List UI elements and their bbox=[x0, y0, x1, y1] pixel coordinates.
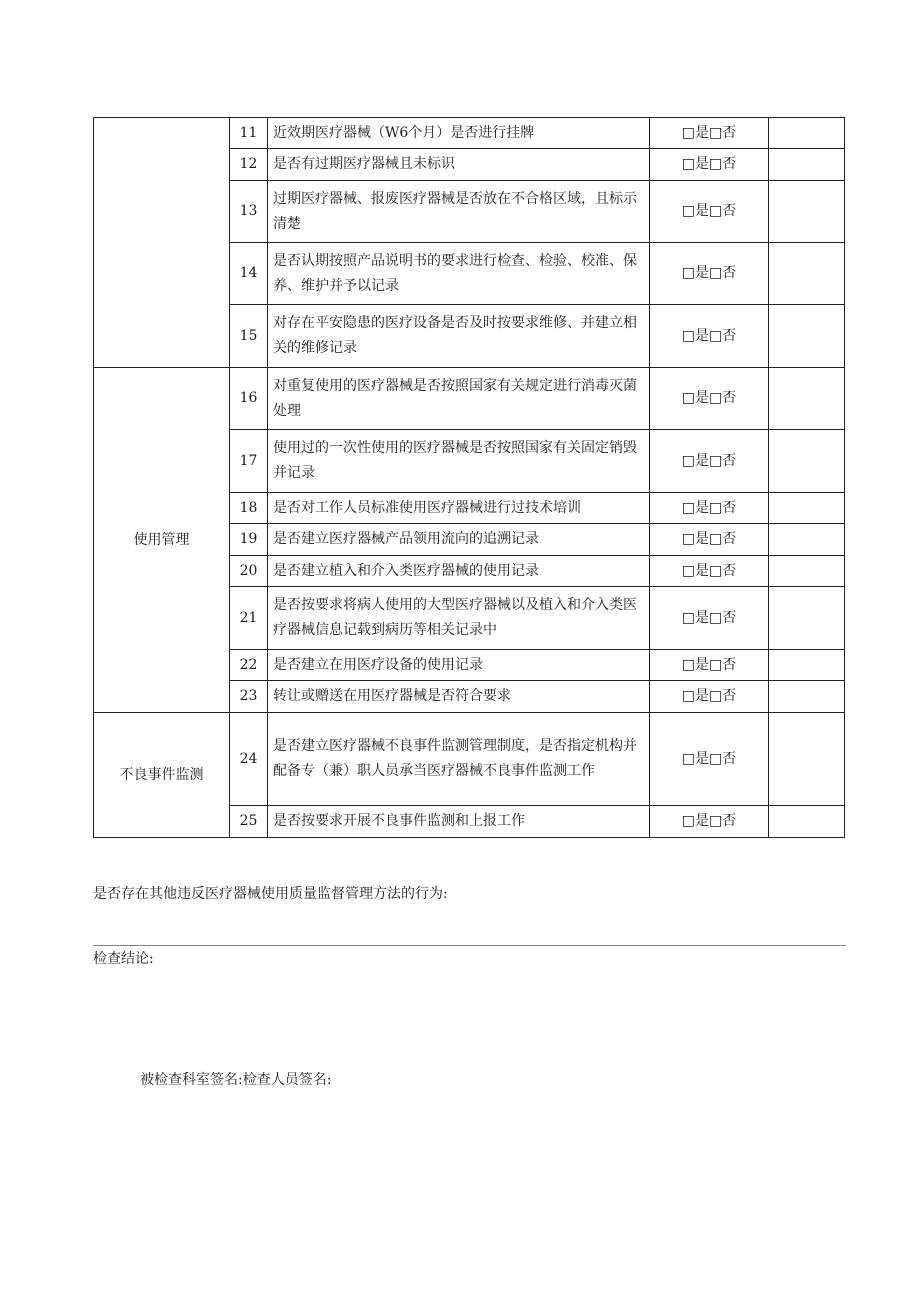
yes-no-checkbox[interactable]: □是□否 bbox=[650, 556, 769, 587]
remarks-cell bbox=[769, 524, 845, 556]
row-number: 25 bbox=[230, 806, 268, 838]
category-adverse-event-monitoring: 不良事件监测 bbox=[94, 713, 230, 838]
signature-line: 被检查科室签名:检查人员签名: bbox=[140, 1072, 332, 1088]
row-number: 14 bbox=[230, 243, 268, 305]
check-item: 是否建立植入和介入类医疗器械的使用记录 bbox=[268, 556, 650, 587]
check-item: 对存在平安隐患的医疗设备是否及时按要求维修、并建立相关的维修记录 bbox=[268, 305, 650, 368]
check-item: 是否建立医疗器械不良事件监测管理制度，是否指定机构并配备专（兼）职人员承当医疗器械不良事件监测工作 bbox=[268, 713, 650, 806]
yes-no-checkbox[interactable]: □是□否 bbox=[650, 243, 769, 305]
inspection-checklist-table bbox=[93, 117, 845, 838]
remarks-cell bbox=[769, 430, 845, 493]
row-number: 22 bbox=[230, 650, 268, 681]
yes-no-checkbox[interactable]: □是□否 bbox=[650, 713, 769, 806]
remarks-cell bbox=[769, 681, 845, 713]
table-row bbox=[94, 713, 845, 806]
yes-no-checkbox[interactable]: □是□否 bbox=[650, 493, 769, 524]
check-item: 过期医疗器械、报废医疗器械是否放在不合格区域，且标示清楚 bbox=[268, 181, 650, 243]
yes-no-checkbox[interactable]: □是□否 bbox=[650, 587, 769, 650]
row-number: 16 bbox=[230, 368, 268, 430]
row-number: 21 bbox=[230, 587, 268, 650]
row-number: 15 bbox=[230, 305, 268, 368]
yes-no-checkbox[interactable]: □是□否 bbox=[650, 806, 769, 838]
check-item: 近效期医疗器械（W6个月）是否进行挂牌 bbox=[268, 118, 650, 149]
remarks-cell bbox=[769, 587, 845, 650]
remarks-cell bbox=[769, 493, 845, 524]
table-row bbox=[94, 118, 845, 149]
remarks-cell bbox=[769, 368, 845, 430]
check-item: 是否建立在用医疗设备的使用记录 bbox=[268, 650, 650, 681]
check-item: 是否认期按照产品说明书的要求进行检查、检验、校准、保养、维护并予以记录 bbox=[268, 243, 650, 305]
inspection-conclusion-label: 检查结论: bbox=[93, 951, 154, 967]
row-number: 18 bbox=[230, 493, 268, 524]
check-item: 是否按要求将病人使用的大型医疗器械以及植入和介入类医疗器械信息记载到病历等相关记录中 bbox=[268, 587, 650, 650]
yes-no-checkbox[interactable]: □是□否 bbox=[650, 118, 769, 149]
remarks-cell bbox=[769, 650, 845, 681]
remarks-cell bbox=[769, 556, 845, 587]
category-usage-management: 使用管理 bbox=[94, 368, 230, 713]
remarks-cell bbox=[769, 118, 845, 149]
row-number: 19 bbox=[230, 524, 268, 556]
yes-no-checkbox[interactable]: □是□否 bbox=[650, 430, 769, 493]
table-row bbox=[94, 368, 845, 430]
yes-no-checkbox[interactable]: □是□否 bbox=[650, 524, 769, 556]
category-cell-previous bbox=[94, 118, 230, 368]
yes-no-checkbox[interactable]: □是□否 bbox=[650, 181, 769, 243]
yes-no-checkbox[interactable]: □是□否 bbox=[650, 681, 769, 713]
check-item: 是否有过期医疗器械且未标识 bbox=[268, 149, 650, 181]
check-item: 是否按要求开展不良事件监测和上报工作 bbox=[268, 806, 650, 838]
remarks-cell bbox=[769, 305, 845, 368]
remarks-cell bbox=[769, 243, 845, 305]
remarks-cell bbox=[769, 806, 845, 838]
row-number: 23 bbox=[230, 681, 268, 713]
check-item: 转让或赠送在用医疗器械是否符合要求 bbox=[268, 681, 650, 713]
yes-no-checkbox[interactable]: □是□否 bbox=[650, 149, 769, 181]
row-number: 12 bbox=[230, 149, 268, 181]
remarks-cell bbox=[769, 713, 845, 806]
check-item: 使用过的一次性使用的医疗器械是否按照国家有关固定销毁并记录 bbox=[268, 430, 650, 493]
row-number: 11 bbox=[230, 118, 268, 149]
check-item: 对重复使用的医疗器械是否按照国家有关规定进行消毒灭菌处理 bbox=[268, 368, 650, 430]
row-number: 17 bbox=[230, 430, 268, 493]
divider-line bbox=[93, 945, 846, 946]
remarks-cell bbox=[769, 149, 845, 181]
row-number: 20 bbox=[230, 556, 268, 587]
row-number: 13 bbox=[230, 181, 268, 243]
yes-no-checkbox[interactable]: □是□否 bbox=[650, 305, 769, 368]
other-violations-question: 是否存在其他违反医疗器械使用质量监督管理方法的行为: bbox=[93, 886, 448, 902]
check-item: 是否建立医疗器械产品领用流向的追溯记录 bbox=[268, 524, 650, 556]
row-number: 24 bbox=[230, 713, 268, 806]
check-item: 是否对工作人员标准使用医疗器械进行过技术培训 bbox=[268, 493, 650, 524]
remarks-cell bbox=[769, 181, 845, 243]
yes-no-checkbox[interactable]: □是□否 bbox=[650, 368, 769, 430]
yes-no-checkbox[interactable]: □是□否 bbox=[650, 650, 769, 681]
